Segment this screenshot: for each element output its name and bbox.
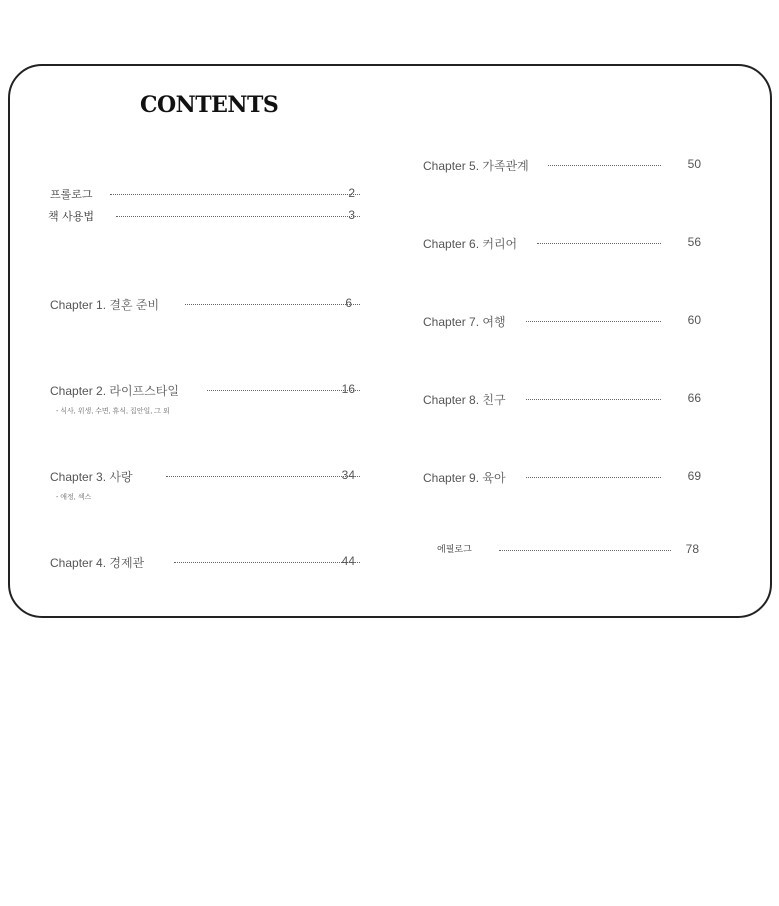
toc-page-number: 2 xyxy=(348,186,355,200)
toc-label: Chapter 6. 커리어 xyxy=(423,237,518,251)
toc-entry-chapter-1[interactable] xyxy=(50,296,355,314)
toc-label: 에필로그 xyxy=(437,545,472,555)
toc-leader-dots xyxy=(110,194,360,195)
toc-entry-chapter-6[interactable] xyxy=(423,235,701,253)
toc-label: Chapter 8. 친구 xyxy=(423,393,506,407)
toc-leader-dots xyxy=(116,216,360,217)
toc-entry-chapter-9[interactable] xyxy=(423,469,701,487)
toc-page-number: 16 xyxy=(341,382,355,396)
toc-label: Chapter 7. 여행 xyxy=(423,315,506,329)
toc-entry-chapter-5[interactable] xyxy=(423,157,701,175)
toc-page-number: 50 xyxy=(687,157,701,171)
toc-label: 책 사용법 xyxy=(48,210,95,223)
toc-entry-chapter-3[interactable] xyxy=(50,468,355,486)
toc-page-number: 3 xyxy=(348,208,355,222)
contents-card xyxy=(8,64,772,618)
toc-entry-chapter-7[interactable] xyxy=(423,313,701,331)
toc-entry-howto[interactable] xyxy=(48,208,355,226)
toc-page-number: 34 xyxy=(341,468,355,482)
toc-leader-dots xyxy=(526,321,661,322)
toc-subtitle: - 애정, 섹스 xyxy=(56,494,92,501)
toc-label: Chapter 3. 사랑 xyxy=(50,470,133,484)
toc-subtitle: - 식사, 위생, 수면, 휴식, 집안일, 그 외 xyxy=(56,408,170,415)
toc-leader-dots xyxy=(537,243,661,244)
toc-label: 프롤로그 xyxy=(50,188,93,201)
toc-label: Chapter 5. 가족관계 xyxy=(423,159,529,173)
toc-page-number: 6 xyxy=(345,296,352,310)
toc-page-number: 56 xyxy=(687,235,701,249)
toc-entry-chapter-2[interactable] xyxy=(50,382,355,400)
toc-entry-epilogue[interactable] xyxy=(437,542,701,560)
toc-page-number: 69 xyxy=(687,469,701,483)
toc-page-number: 66 xyxy=(687,391,701,405)
toc-leader-dots xyxy=(499,550,671,551)
toc-page-number: 44 xyxy=(341,554,355,568)
toc-leader-dots xyxy=(548,165,661,166)
toc-label: Chapter 1. 결혼 준비 xyxy=(50,298,160,312)
toc-page-number: 60 xyxy=(687,313,701,327)
toc-label: Chapter 4. 경제관 xyxy=(50,556,145,570)
toc-label: Chapter 2. 라이프스타일 xyxy=(50,384,179,398)
toc-entry-chapter-8[interactable] xyxy=(423,391,701,409)
toc-leader-dots xyxy=(526,399,661,400)
toc-page-number: 78 xyxy=(685,542,699,556)
toc-label: Chapter 9. 육아 xyxy=(423,471,506,485)
toc-entry-chapter-4[interactable] xyxy=(50,554,355,572)
toc-entry-prologue[interactable] xyxy=(50,186,355,204)
contents-title: CONTENTS xyxy=(140,92,279,118)
toc-leader-dots xyxy=(526,477,661,478)
